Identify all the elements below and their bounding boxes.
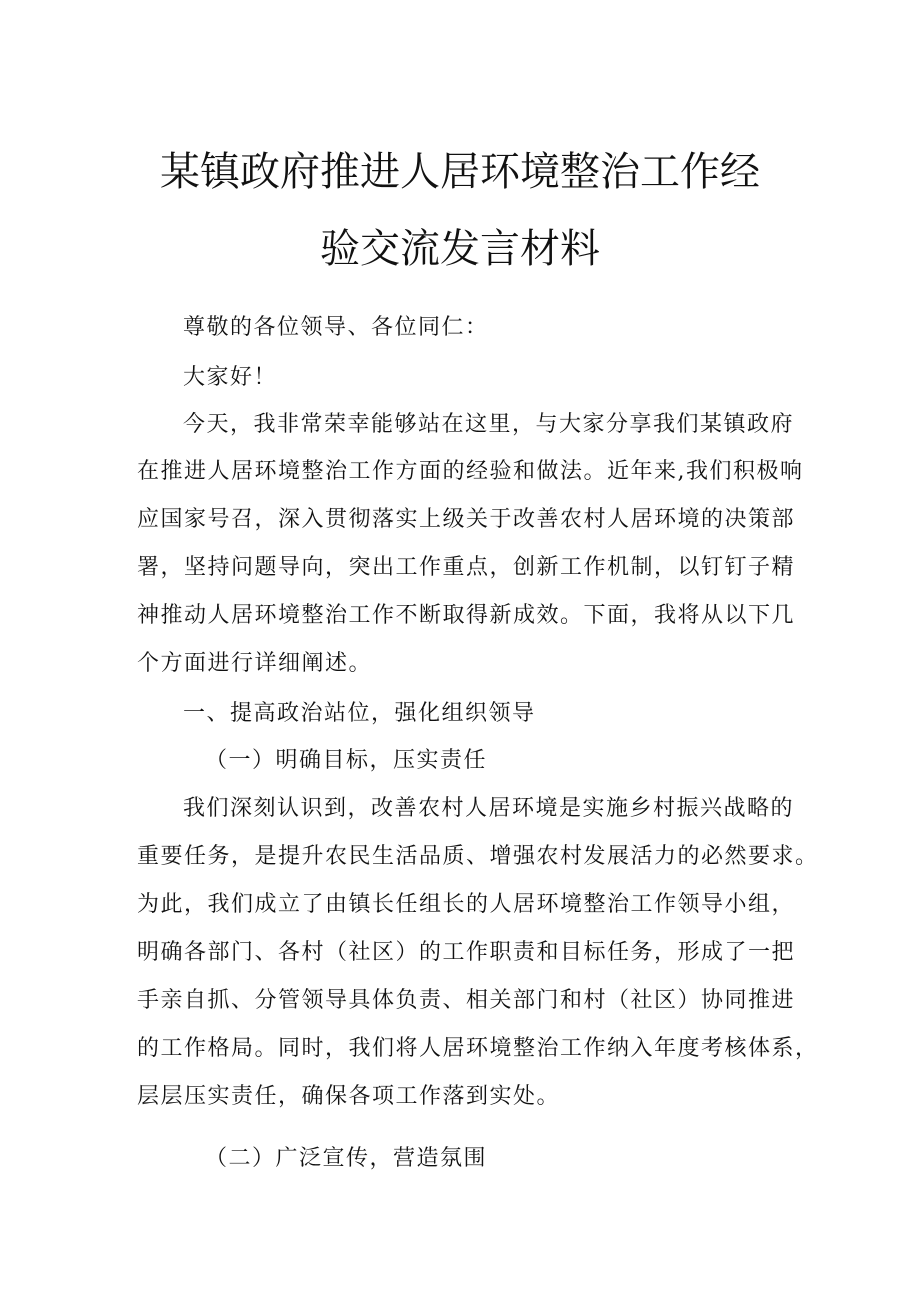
paragraph-line: 为此，我们成立了由镇长任组长的人居环境整治工作领导小组， [137, 892, 796, 917]
subsection-heading: （二）广泛宣传，营造氛围 [205, 1146, 488, 1171]
paragraph-line: 署，坚持问题导向，突出工作重点，创新工作机制，以钉钉子精 [137, 555, 796, 580]
paragraph-line: 重要任务，是提升农民生活品质、增强农村发展活力的必然要求。 [137, 844, 819, 869]
paragraph-line: 应国家号召，深入贯彻落实上级关于改善农村人居环境的决策部 [137, 507, 796, 532]
paragraph-line: 神推动人居环境整治工作不断取得新成效。下面，我将从以下几 [137, 603, 796, 628]
paragraph-line: 个方面进行详细阐述。 [137, 651, 373, 676]
greeting: 大家好！ [183, 365, 278, 390]
paragraph-line: 我们深刻认识到，改善农村人居环境是实施乡村振兴战略的 [183, 796, 795, 821]
paragraph-line: 今天，我非常荣幸能够站在这里，与大家分享我们某镇政府 [183, 412, 795, 437]
paragraph-line: 层层压实责任，确保各项工作落到实处。 [137, 1084, 561, 1109]
salutation: 尊敬的各位领导、各位同仁： [183, 315, 489, 340]
document-title-line-2: 验交流发言材料 [320, 226, 600, 272]
paragraph-line: 在推进人居环境整治工作方面的经验和做法。近年来,我们积极响 [137, 459, 804, 484]
document-title-line-1: 某镇政府推进人居环境整治工作经 [160, 149, 760, 195]
paragraph-line: 的工作格局。同时，我们将人居环境整治工作纳入年度考核体系， [137, 1036, 819, 1061]
subsection-heading: （一）明确目标，压实责任 [205, 748, 488, 773]
paragraph-line: 手亲自抓、分管领导具体负责、相关部门和村（社区）协同推进 [137, 988, 796, 1013]
section-heading: 一、提高政治站位，强化组织领导 [183, 701, 536, 726]
paragraph-line: 明确各部门、各村（社区）的工作职责和目标任务，形成了一把 [137, 940, 796, 965]
